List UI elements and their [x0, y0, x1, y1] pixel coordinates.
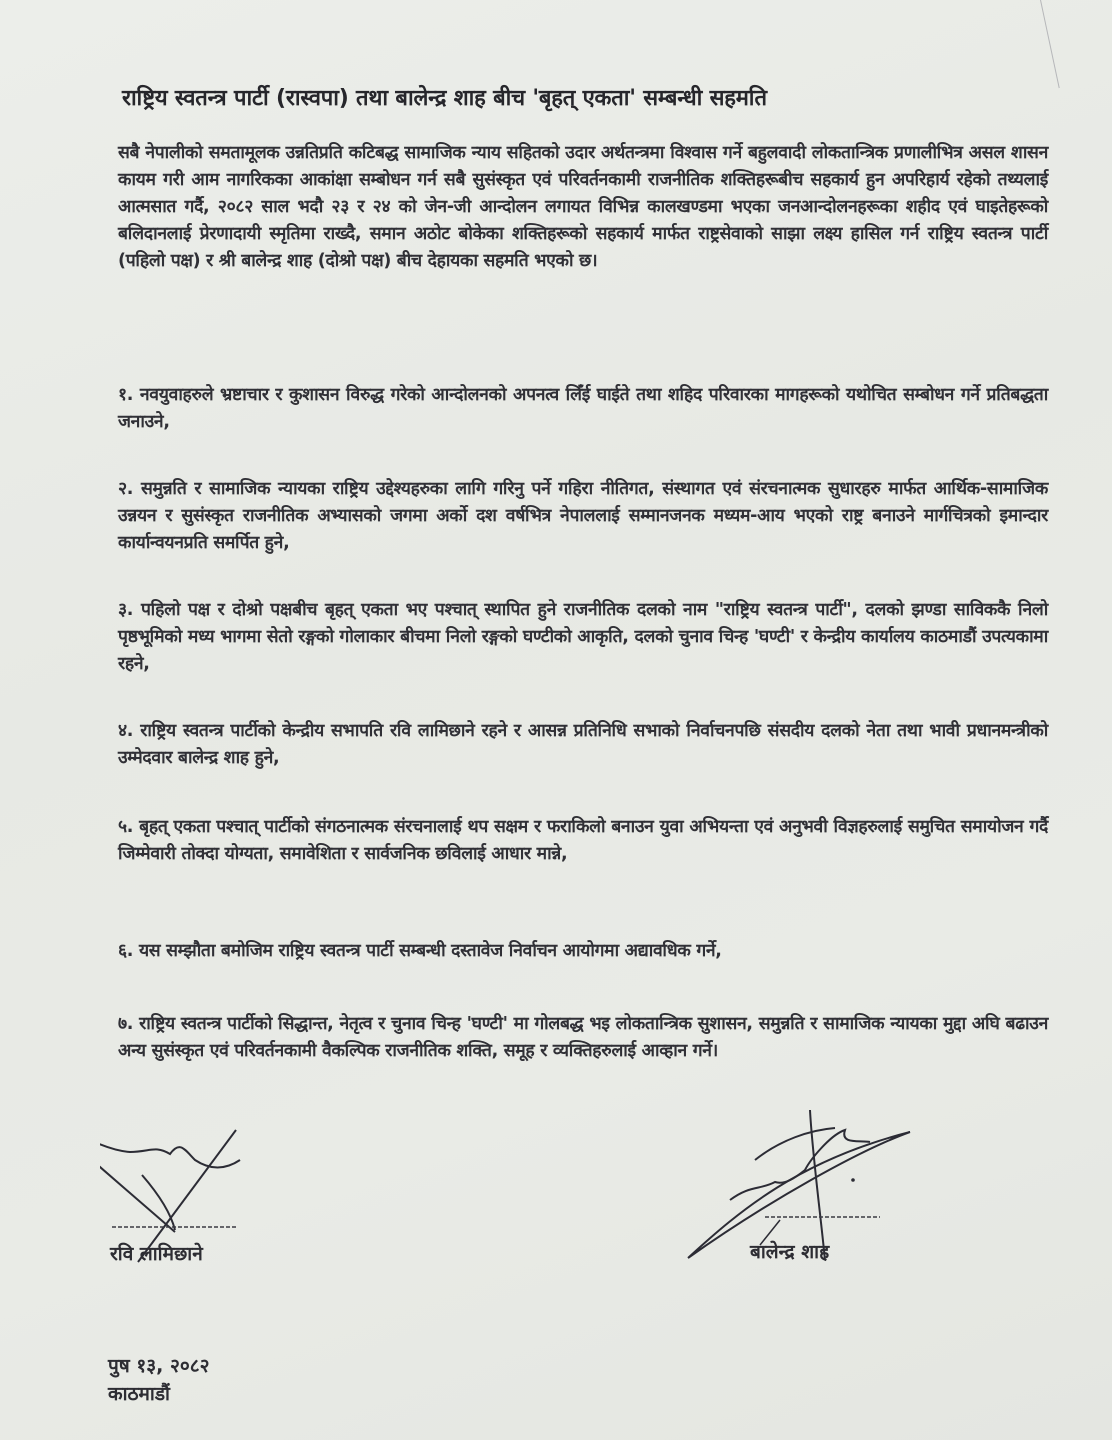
document-title: राष्ट्रिय स्वतन्त्र पार्टी (रास्वपा) तथा बालेन्द्र शाह बीच 'बृहत् एकता' सम्बन्धी सहमति	[122, 86, 767, 111]
agreement-point-2: २. समुन्नति र सामाजिक न्यायका राष्ट्रिय उद्देश्यहरुका लागि गरिनु पर्ने गहिरा नीतिगत, संस्थागत एवं संरचनात्मक सुधारहरु मार्फत आर्थिक-सामाजिक उन्नयन र सुसंस्कृत राजनीतिक अभ्यासको जगमा अर्को दश वर्षभित्र नेपाललाई सम्मानजनक मध्यम-आय भएको राष्ट्र बनाउने मार्गचित्रको इमान्दार कार्यान्वयनप्रति समर्पित हुने,	[118, 479, 1048, 553]
agreement-point-6: ६. यस सम्झौता बमोजिम राष्ट्रिय स्वतन्त्र पार्टी सम्बन्धी दस्तावेज निर्वाचन आयोगमा अद्यावधिक गर्ने,	[118, 941, 722, 961]
signatory-name-right: बालेन्द्र शाह	[750, 1241, 830, 1263]
document-place: काठमाडौं	[108, 1383, 170, 1405]
agreement-point-7: ७. राष्ट्रिय स्वतन्त्र पार्टीको सिद्धान्त, नेतृत्व र चुनाव चिन्ह 'घण्टी' मा गोलबद्ध भइ लोकतान्त्रिक सुशासन, समुन्नति र सामाजिक न्यायका मुद्दा अघि बढाउन अन्य सुसंस्कृत एवं परिवर्तनकामी वैकल्पिक राजनीतिक शक्ति, समूह र व्यक्तिहरुलाई आव्हान गर्ने।	[118, 1014, 1048, 1061]
paper-fold-line	[1040, 0, 1060, 88]
agreement-point-4: ४. राष्ट्रिय स्वतन्त्र पार्टीको केन्द्रीय सभापति रवि लामिछाने रहने र आसन्न प्रतिनिधि सभाको निर्वाचनपछि संसदीय दलको नेता तथा भावी प्रधानमन्त्रीको उम्मेदवार बालेन्द्र शाह हुने,	[118, 721, 1048, 768]
agreement-point-3: ३. पहिलो पक्ष र दोश्रो पक्षबीच बृहत् एकता भए पश्चात् स्थापित हुने राजनीतिक दलको नाम "राष्ट्रिय स्वतन्त्र पार्टी", दलको झण्डा साविककै निलो पृष्ठभूमिको मध्य भागमा सेतो रङ्गको गोलाकार बीचमा निलो रङ्गको घण्टीको आकृति, दलको चुनाव चिन्ह 'घण्टी' र केन्द्रीय कार्यालय काठमाडौं उपत्यकामा रहने,	[118, 600, 1048, 674]
signature-block-right	[660, 1090, 940, 1280]
document-footer	[108, 1352, 210, 1408]
document-date: पुष १३, २०८२	[108, 1355, 210, 1377]
agreement-point-5: ५. बृहत् एकता पश्चात् पार्टीको संगठनात्मक संरचनालाई थप सक्षम र फराकिलो बनाउन युवा अभियन्ता एवं अनुभवी विज्ञहरुलाई समुचित समायोजन गर्दै जिम्मेवारी तोक्दा योग्यता, समावेशिता र सार्वजनिक छविलाई आधार मान्ने,	[118, 817, 1048, 864]
intro-paragraph: सबै नेपालीको समतामूलक उन्नतिप्रति कटिबद्ध सामाजिक न्याय सहितको उदार अर्थतन्त्रमा विश्वास गर्ने बहुलवादी लोकतान्त्रिक प्रणालीभित्र असल शासन कायम गरी आम नागरिकका आकांक्षा सम्बोधन गर्न सबै सुसंस्कृत एवं परिवर्तनकामी राजनीतिक शक्तिहरूबीच सहकार्य हुन अपरिहार्य रहेको तथ्यलाई आत्मसात गर्दै, २०८२ साल भदौ २३ र २४ को जेन-जी आन्दोलन लगायत विभिन्न कालखण्डमा भएका जनआन्दोलनहरूका शहीद एवं घाइतेहरूको बलिदानलाई प्रेरणादायी स्मृतिमा राख्दै, समान अठोट बोकेका शक्तिहरूको सहकार्य मार्फत राष्ट्रसेवाको साझा लक्ष्य हासिल गर्न राष्ट्रिय स्वतन्त्र पार्टी (पहिलो पक्ष) र श्री बालेन्द्र शाह (दोश्रो पक्ष) बीच देहायका सहमति भएको छ।	[118, 143, 1048, 271]
signature-block-left	[100, 1090, 340, 1280]
signatory-name-left: रवि लामिछाने	[110, 1243, 203, 1265]
agreement-point-1: १. नवयुवाहरुले भ्रष्टाचार र कुशासन विरुद्ध गरेको आन्दोलनको अपनत्व लिँई घाईते तथा शहिद परिवारका मागहरूको यथोचित सम्बोधन गर्ने प्रतिबद्धता जनाउने,	[118, 385, 1048, 432]
